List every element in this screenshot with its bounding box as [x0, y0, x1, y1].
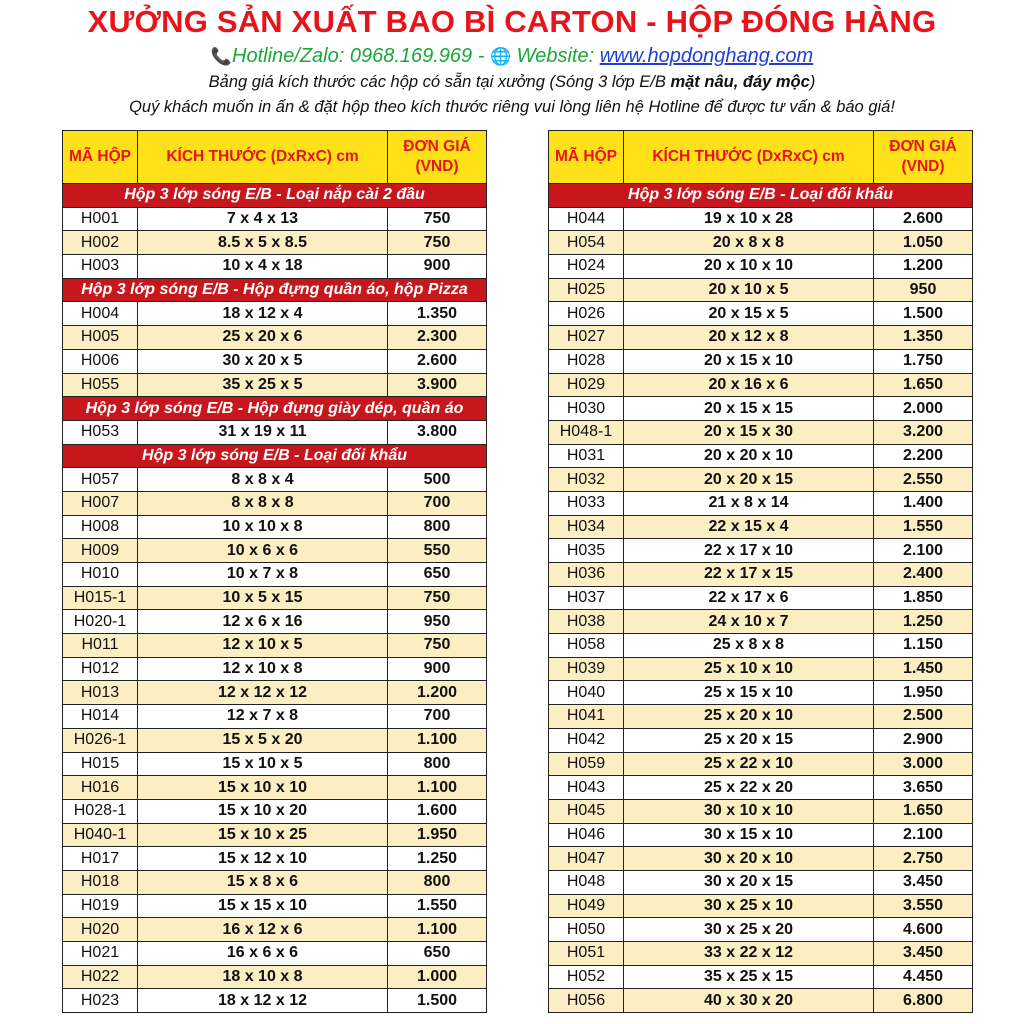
box-code-cell: H036	[549, 563, 624, 587]
box-code-cell: H005	[63, 326, 138, 350]
box-price-cell: 1.100	[388, 776, 487, 800]
box-price-cell: 4.450	[874, 965, 973, 989]
box-code-cell: H041	[549, 705, 624, 729]
box-size-cell: 18 x 12 x 12	[138, 989, 388, 1013]
box-price-cell: 2.200	[874, 444, 973, 468]
box-price-cell: 1.400	[874, 491, 973, 515]
table-row	[549, 894, 973, 918]
column-header-price	[874, 131, 973, 184]
box-price-cell: 650	[388, 563, 487, 587]
section-row	[549, 184, 973, 208]
table-row	[63, 610, 487, 634]
box-code-cell: H029	[549, 373, 624, 397]
box-size-cell: 25 x 20 x 15	[624, 728, 874, 752]
table-row	[63, 681, 487, 705]
box-price-cell: 1.650	[874, 373, 973, 397]
box-code-cell: H006	[63, 349, 138, 373]
box-code-cell: H020	[63, 918, 138, 942]
table-row	[549, 657, 973, 681]
table-row	[549, 847, 973, 871]
table-row	[549, 918, 973, 942]
box-price-cell: 1.600	[388, 799, 487, 823]
box-size-cell: 10 x 4 x 18	[138, 255, 388, 279]
box-code-cell: H048-1	[549, 420, 624, 444]
box-size-cell: 19 x 10 x 28	[624, 207, 874, 231]
column-header-price-line2: (VND)	[415, 158, 459, 175]
box-code-cell: H040-1	[63, 823, 138, 847]
box-code-cell: H045	[549, 799, 624, 823]
box-price-cell: 750	[388, 634, 487, 658]
box-size-cell: 10 x 5 x 15	[138, 586, 388, 610]
table-row	[549, 397, 973, 421]
box-price-cell: 1.500	[388, 989, 487, 1013]
box-size-cell: 33 x 22 x 12	[624, 942, 874, 966]
box-size-cell: 35 x 25 x 15	[624, 965, 874, 989]
box-price-cell: 2.500	[874, 705, 973, 729]
box-size-cell: 12 x 12 x 12	[138, 681, 388, 705]
box-price-cell: 700	[388, 705, 487, 729]
box-price-cell: 1.500	[874, 302, 973, 326]
box-size-cell: 7 x 4 x 13	[138, 207, 388, 231]
custom-order-note: Quý khách muốn in ấn & đặt hộp theo kích thước riêng vui lòng liên hệ Hotline để được tư vấn & báo giá!	[129, 98, 895, 116]
price-note	[0, 73, 1024, 92]
box-price-cell: 1.450	[874, 657, 973, 681]
box-price-cell: 750	[388, 207, 487, 231]
table-row	[549, 468, 973, 492]
table-row	[63, 539, 487, 563]
section-row	[63, 184, 487, 208]
table-row	[549, 515, 973, 539]
box-code-cell: H049	[549, 894, 624, 918]
contact-line	[0, 45, 1024, 68]
column-header-code: MÃ HỘP	[549, 131, 624, 184]
table-row	[549, 823, 973, 847]
box-price-cell: 2.100	[874, 823, 973, 847]
box-size-cell: 15 x 15 x 10	[138, 894, 388, 918]
website-link[interactable]: www.hopdonghang.com	[599, 45, 814, 67]
box-price-cell: 2.100	[874, 539, 973, 563]
right-table-body	[549, 184, 973, 1013]
box-price-cell: 1.350	[874, 326, 973, 350]
box-size-cell: 22 x 17 x 15	[624, 563, 874, 587]
box-code-cell: H050	[549, 918, 624, 942]
box-code-cell: H001	[63, 207, 138, 231]
table-row	[549, 610, 973, 634]
table-row	[63, 847, 487, 871]
box-code-cell: H025	[549, 278, 624, 302]
table-row	[63, 491, 487, 515]
table-row	[549, 634, 973, 658]
box-price-cell: 3.200	[874, 420, 973, 444]
box-code-cell: H037	[549, 586, 624, 610]
box-price-cell: 1.550	[874, 515, 973, 539]
box-code-cell: H033	[549, 491, 624, 515]
table-row	[549, 302, 973, 326]
table-row	[63, 231, 487, 255]
column-header-price-line2: (VND)	[901, 158, 945, 175]
box-price-cell: 2.600	[874, 207, 973, 231]
website-label: Website:	[511, 45, 600, 67]
table-row	[549, 965, 973, 989]
box-price-cell: 2.400	[874, 563, 973, 587]
box-price-cell: 800	[388, 870, 487, 894]
box-size-cell: 30 x 25 x 20	[624, 918, 874, 942]
box-price-cell: 1.100	[388, 918, 487, 942]
box-size-cell: 8 x 8 x 8	[138, 491, 388, 515]
box-size-cell: 22 x 17 x 10	[624, 539, 874, 563]
box-size-cell: 16 x 6 x 6	[138, 942, 388, 966]
box-price-cell: 1.050	[874, 231, 973, 255]
box-size-cell: 22 x 17 x 6	[624, 586, 874, 610]
box-code-cell: H054	[549, 231, 624, 255]
table-row	[63, 326, 487, 350]
box-size-cell: 20 x 16 x 6	[624, 373, 874, 397]
box-size-cell: 20 x 15 x 10	[624, 349, 874, 373]
table-row	[549, 255, 973, 279]
table-row	[63, 918, 487, 942]
box-size-cell: 20 x 20 x 15	[624, 468, 874, 492]
box-price-cell: 1.950	[388, 823, 487, 847]
table-row	[63, 752, 487, 776]
box-size-cell: 12 x 7 x 8	[138, 705, 388, 729]
section-row	[63, 397, 487, 421]
table-row	[549, 539, 973, 563]
box-size-cell: 20 x 10 x 10	[624, 255, 874, 279]
box-size-cell: 30 x 20 x 10	[624, 847, 874, 871]
table-row	[63, 207, 487, 231]
box-size-cell: 15 x 8 x 6	[138, 870, 388, 894]
column-header-code: MÃ HỘP	[63, 131, 138, 184]
box-price-cell: 1.100	[388, 728, 487, 752]
table-row	[549, 444, 973, 468]
table-row	[63, 586, 487, 610]
box-code-cell: H020-1	[63, 610, 138, 634]
table-row	[549, 563, 973, 587]
box-code-cell: H026	[549, 302, 624, 326]
box-code-cell: H058	[549, 634, 624, 658]
box-price-cell: 950	[874, 278, 973, 302]
box-price-cell: 1.650	[874, 799, 973, 823]
box-price-cell: 2.300	[388, 326, 487, 350]
box-code-cell: H056	[549, 989, 624, 1013]
box-size-cell: 31 x 19 x 11	[138, 420, 388, 444]
box-code-cell: H044	[549, 207, 624, 231]
box-size-cell: 15 x 10 x 25	[138, 823, 388, 847]
box-price-cell: 2.900	[874, 728, 973, 752]
table-row	[549, 349, 973, 373]
section-row	[63, 278, 487, 302]
table-header-row	[63, 131, 487, 184]
box-size-cell: 25 x 8 x 8	[624, 634, 874, 658]
table-row	[549, 799, 973, 823]
box-size-cell: 12 x 6 x 16	[138, 610, 388, 634]
box-code-cell: H022	[63, 965, 138, 989]
table-row	[63, 515, 487, 539]
box-price-cell: 3.650	[874, 776, 973, 800]
table-row	[549, 728, 973, 752]
table-row	[549, 942, 973, 966]
box-size-cell: 30 x 25 x 10	[624, 894, 874, 918]
box-code-cell: H017	[63, 847, 138, 871]
box-size-cell: 10 x 10 x 8	[138, 515, 388, 539]
left-price-table	[62, 130, 487, 1013]
box-code-cell: H003	[63, 255, 138, 279]
box-price-cell: 3.550	[874, 894, 973, 918]
table-row	[549, 705, 973, 729]
box-code-cell: H013	[63, 681, 138, 705]
page-title: XƯỞNG SẢN XUẤT BAO BÌ CARTON - HỘP ĐÓNG HÀNG	[87, 4, 937, 39]
box-code-cell: H057	[63, 468, 138, 492]
box-size-cell: 15 x 10 x 20	[138, 799, 388, 823]
table-row	[63, 728, 487, 752]
box-size-cell: 15 x 10 x 5	[138, 752, 388, 776]
table-row	[63, 468, 487, 492]
box-price-cell: 2.750	[874, 847, 973, 871]
box-code-cell: H010	[63, 563, 138, 587]
table-row	[549, 491, 973, 515]
box-code-cell: H016	[63, 776, 138, 800]
box-price-cell: 1.350	[388, 302, 487, 326]
table-row	[549, 207, 973, 231]
box-code-cell: H012	[63, 657, 138, 681]
box-code-cell: H038	[549, 610, 624, 634]
section-row	[63, 444, 487, 468]
column-header-price	[388, 131, 487, 184]
column-header-size: KÍCH THƯỚC (DxRxC) cm	[138, 131, 388, 184]
box-code-cell: H009	[63, 539, 138, 563]
box-size-cell: 18 x 10 x 8	[138, 965, 388, 989]
box-code-cell: H015	[63, 752, 138, 776]
hotline-text: Hotline/Zalo: 0968.169.969 -	[232, 45, 490, 67]
table-row	[63, 373, 487, 397]
box-size-cell: 25 x 22 x 20	[624, 776, 874, 800]
box-price-cell: 3.450	[874, 870, 973, 894]
table-row	[549, 752, 973, 776]
table-row	[549, 681, 973, 705]
box-price-cell: 2.600	[388, 349, 487, 373]
box-price-cell: 750	[388, 586, 487, 610]
box-size-cell: 30 x 10 x 10	[624, 799, 874, 823]
box-price-cell: 800	[388, 515, 487, 539]
box-price-cell: 1.950	[874, 681, 973, 705]
box-price-cell: 500	[388, 468, 487, 492]
table-row	[549, 776, 973, 800]
price-note-bold: mặt nâu, đáy mộc	[670, 73, 810, 91]
box-price-cell: 1.200	[874, 255, 973, 279]
box-price-cell: 950	[388, 610, 487, 634]
box-price-cell: 1.850	[874, 586, 973, 610]
box-size-cell: 8.5 x 5 x 8.5	[138, 231, 388, 255]
box-price-cell: 700	[388, 491, 487, 515]
box-price-cell: 550	[388, 539, 487, 563]
box-size-cell: 20 x 15 x 30	[624, 420, 874, 444]
box-price-cell: 2.550	[874, 468, 973, 492]
box-size-cell: 15 x 10 x 10	[138, 776, 388, 800]
box-code-cell: H028	[549, 349, 624, 373]
section-label: Hộp 3 lớp sóng E/B - Loại nắp cài 2 đầu	[63, 184, 487, 208]
column-header-price-line1: ĐƠN GIÁ	[889, 138, 957, 155]
box-price-cell: 900	[388, 657, 487, 681]
box-code-cell: H004	[63, 302, 138, 326]
box-code-cell: H018	[63, 870, 138, 894]
box-code-cell: H019	[63, 894, 138, 918]
box-size-cell: 30 x 15 x 10	[624, 823, 874, 847]
box-price-cell: 1.150	[874, 634, 973, 658]
box-code-cell: H040	[549, 681, 624, 705]
box-code-cell: H002	[63, 231, 138, 255]
box-code-cell: H039	[549, 657, 624, 681]
box-code-cell: H021	[63, 942, 138, 966]
box-size-cell: 25 x 22 x 10	[624, 752, 874, 776]
box-size-cell: 16 x 12 x 6	[138, 918, 388, 942]
box-code-cell: H042	[549, 728, 624, 752]
box-code-cell: H014	[63, 705, 138, 729]
box-code-cell: H030	[549, 397, 624, 421]
box-size-cell: 24 x 10 x 7	[624, 610, 874, 634]
box-size-cell: 25 x 20 x 6	[138, 326, 388, 350]
table-row	[63, 420, 487, 444]
box-size-cell: 20 x 12 x 8	[624, 326, 874, 350]
box-code-cell: H023	[63, 989, 138, 1013]
phone-icon: 📞	[210, 47, 232, 67]
box-price-cell: 1.200	[388, 681, 487, 705]
box-code-cell: H015-1	[63, 586, 138, 610]
box-code-cell: H007	[63, 491, 138, 515]
table-row	[63, 349, 487, 373]
box-size-cell: 8 x 8 x 4	[138, 468, 388, 492]
box-code-cell: H035	[549, 539, 624, 563]
box-size-cell: 25 x 20 x 10	[624, 705, 874, 729]
box-size-cell: 18 x 12 x 4	[138, 302, 388, 326]
box-price-cell: 3.900	[388, 373, 487, 397]
box-price-cell: 3.800	[388, 420, 487, 444]
box-price-cell: 3.450	[874, 942, 973, 966]
box-size-cell: 30 x 20 x 15	[624, 870, 874, 894]
table-row	[549, 278, 973, 302]
box-size-cell: 20 x 20 x 10	[624, 444, 874, 468]
table-row	[63, 942, 487, 966]
box-price-cell: 4.600	[874, 918, 973, 942]
box-size-cell: 25 x 15 x 10	[624, 681, 874, 705]
box-price-cell: 1.250	[874, 610, 973, 634]
box-price-cell: 3.000	[874, 752, 973, 776]
column-header-price-line1: ĐƠN GIÁ	[403, 138, 471, 155]
box-price-cell: 6.800	[874, 989, 973, 1013]
box-code-cell: H059	[549, 752, 624, 776]
box-size-cell: 22 x 15 x 4	[624, 515, 874, 539]
table-row	[63, 705, 487, 729]
column-header-size: KÍCH THƯỚC (DxRxC) cm	[624, 131, 874, 184]
section-label: Hộp 3 lớp sóng E/B - Loại đối khẩu	[63, 444, 487, 468]
box-size-cell: 25 x 10 x 10	[624, 657, 874, 681]
box-size-cell: 12 x 10 x 5	[138, 634, 388, 658]
box-code-cell: H051	[549, 942, 624, 966]
table-row	[549, 326, 973, 350]
box-code-cell: H046	[549, 823, 624, 847]
table-row	[63, 989, 487, 1013]
box-size-cell: 30 x 20 x 5	[138, 349, 388, 373]
price-note-text: Bảng giá kích thước các hộp có sẵn tại xưởng (Sóng 3 lớp E/B	[208, 73, 671, 91]
table-row	[63, 894, 487, 918]
table-row	[63, 776, 487, 800]
box-price-cell: 800	[388, 752, 487, 776]
box-size-cell: 20 x 8 x 8	[624, 231, 874, 255]
table-row	[63, 302, 487, 326]
box-code-cell: H043	[549, 776, 624, 800]
price-note-end: )	[809, 73, 816, 91]
box-price-cell: 2.000	[874, 397, 973, 421]
left-table-body	[63, 184, 487, 1013]
box-size-cell: 20 x 15 x 15	[624, 397, 874, 421]
table-row	[63, 563, 487, 587]
section-label: Hộp 3 lớp sóng E/B - Hộp đựng quần áo, hộp Pizza	[63, 278, 487, 302]
table-row	[549, 373, 973, 397]
box-code-cell: H028-1	[63, 799, 138, 823]
box-price-cell: 750	[388, 231, 487, 255]
box-code-cell: H047	[549, 847, 624, 871]
table-row	[549, 870, 973, 894]
table-row	[63, 657, 487, 681]
right-price-table	[548, 130, 973, 1013]
box-size-cell: 20 x 10 x 5	[624, 278, 874, 302]
box-size-cell: 15 x 12 x 10	[138, 847, 388, 871]
box-code-cell: H034	[549, 515, 624, 539]
box-price-cell: 650	[388, 942, 487, 966]
table-row	[549, 231, 973, 255]
box-price-cell: 1.250	[388, 847, 487, 871]
table-row	[63, 634, 487, 658]
table-row	[549, 586, 973, 610]
table-row	[549, 989, 973, 1013]
globe-icon: 🌐	[489, 47, 512, 67]
table-row	[63, 255, 487, 279]
box-size-cell: 10 x 7 x 8	[138, 563, 388, 587]
box-size-cell: 40 x 30 x 20	[624, 989, 874, 1013]
box-size-cell: 21 x 8 x 14	[624, 491, 874, 515]
table-row	[549, 420, 973, 444]
box-size-cell: 12 x 10 x 8	[138, 657, 388, 681]
box-price-cell: 900	[388, 255, 487, 279]
box-code-cell: H053	[63, 420, 138, 444]
box-code-cell: H008	[63, 515, 138, 539]
box-code-cell: H032	[549, 468, 624, 492]
box-price-cell: 1.000	[388, 965, 487, 989]
table-header-row	[549, 131, 973, 184]
box-size-cell: 20 x 15 x 5	[624, 302, 874, 326]
box-size-cell: 35 x 25 x 5	[138, 373, 388, 397]
box-code-cell: H055	[63, 373, 138, 397]
box-price-cell: 1.550	[388, 894, 487, 918]
box-size-cell: 15 x 5 x 20	[138, 728, 388, 752]
section-label: Hộp 3 lớp sóng E/B - Loại đối khẩu	[549, 184, 973, 208]
box-code-cell: H052	[549, 965, 624, 989]
table-row	[63, 823, 487, 847]
section-label: Hộp 3 lớp sóng E/B - Hộp đựng giày dép, quần áo	[63, 397, 487, 421]
table-row	[63, 870, 487, 894]
box-code-cell: H027	[549, 326, 624, 350]
box-code-cell: H026-1	[63, 728, 138, 752]
box-code-cell: H024	[549, 255, 624, 279]
table-row	[63, 799, 487, 823]
table-row	[63, 965, 487, 989]
box-size-cell: 10 x 6 x 6	[138, 539, 388, 563]
box-code-cell: H011	[63, 634, 138, 658]
box-code-cell: H048	[549, 870, 624, 894]
box-code-cell: H031	[549, 444, 624, 468]
box-price-cell: 1.750	[874, 349, 973, 373]
